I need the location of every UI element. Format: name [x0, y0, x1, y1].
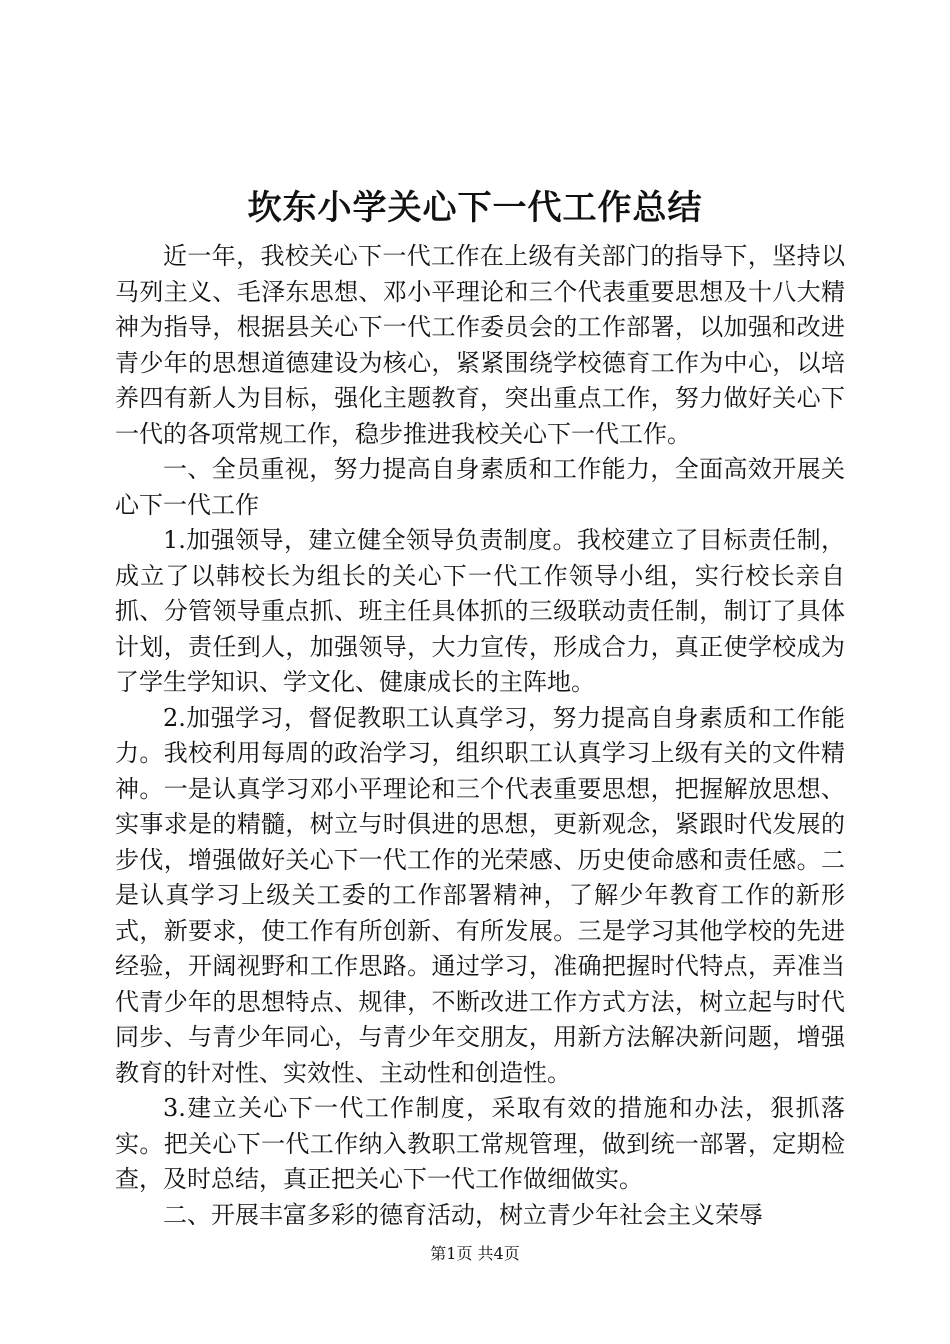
section-heading-2: 二、开展丰富多彩的德育活动，树立青少年社会主义荣辱 [163, 1200, 763, 1229]
page-number-footer: 第1页 共4页 [430, 1244, 520, 1263]
document-body [115, 239, 845, 1233]
paragraph-item-1: 1.加强领导，建立健全领导负责制度。我校建立了目标责任制，成立了以韩校长为组长的关心下一代工作领导小组，实行校长亲自抓、分管领导重点抓、班主任具体抓的三级联动责任制，制订了具体计划，责任到人，加强领导，大力宣传，形成合力，真正使学校成为了学生学知识、学文化、健康成长的主阵地。 [115, 526, 845, 696]
paragraph-item-3: 3.建立关心下一代工作制度，采取有效的措施和办法，狠抓落实。把关心下一代工作纳入教职工常规管理，做到统一部署，定期检查，及时总结，真正把关心下一代工作做细做实。 [115, 1094, 845, 1193]
section-heading-1: 一、全员重视，努力提高自身素质和工作能力，全面高效开展关心下一代工作 [115, 455, 845, 519]
paragraph-item-2: 2.加强学习，督促教职工认真学习，努力提高自身素质和工作能力。我校利用每周的政治学习，组织职工认真学习上级有关的文件精神。一是认真学习邓小平理论和三个代表重要思想，把握解放思想、实事求是的精髓，树立与时俱进的思想，更新观念，紧跟时代发展的步伐，增强做好关心下一代工作的光荣感、历史使命感和责任感。二是认真学习上级关工委的工作部署精神，了解少年教育工作的新形式，新要求，使工作有所创新、有所发展。三是学习其他学校的先进经验，开阔视野和工作思路。通过学习，准确把握时代特点，弄准当代青少年的思想特点、规律，不断改进工作方式方法，树立起与时代同步、与青少年同心，与青少年交朋友，用新方法解决新问题，增强教育的针对性、实效性、主动性和创造性。 [115, 703, 845, 1087]
paragraph-intro: 近一年，我校关心下一代工作在上级有关部门的指导下，坚持以马列主义、毛泽东思想、邓小平理论和三个代表重要思想及十八大精神为指导，根据县关心下一代工作委员会的工作部署，以加强和改进青少年的思想道德建设为核心，紧紧围绕学校德育工作为中心，以培养四有新人为目标，强化主题教育，突出重点工作，努力做好关心下一代的各项常规工作，稳步推进我校关心下一代工作。 [115, 242, 845, 448]
document-title: 坎东小学关心下一代工作总结 [247, 188, 703, 228]
